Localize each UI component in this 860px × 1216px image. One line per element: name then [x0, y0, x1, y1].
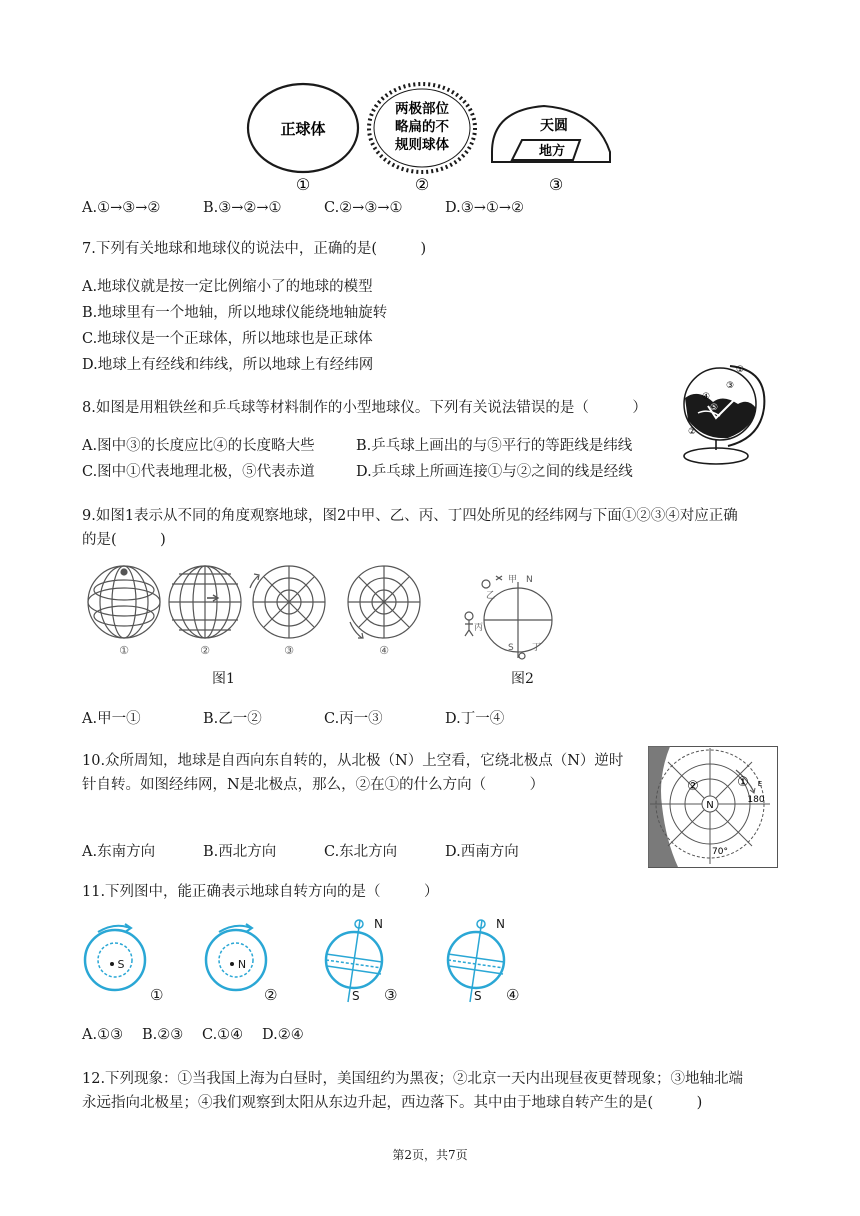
globe-3-number: ③ — [284, 644, 294, 657]
fig1-pole-label: S — [117, 958, 125, 971]
q9-fig2-caption: 图2 — [511, 671, 534, 687]
rotation-figure-1 — [85, 924, 145, 990]
label-ding: 丁 — [532, 643, 542, 653]
shape3-number: ③ — [548, 175, 564, 194]
q11-stem: 11.下列图中，能正确表示地球自转方向的是（ ） — [82, 884, 439, 900]
q6-figures — [240, 80, 630, 195]
marker-4: ④ — [702, 392, 711, 402]
shape1-number: ① — [295, 175, 311, 194]
marker-1: ① — [736, 365, 745, 375]
globe-3 — [250, 566, 325, 638]
label-yi: 乙 — [486, 591, 496, 601]
globe-2-number: ② — [200, 644, 210, 657]
pole-label: N — [706, 800, 714, 811]
fig3-south-label: S — [352, 989, 360, 1003]
q7-stem: 7.下列有关地球和地球仪的说法中，正确的是( ) — [82, 241, 427, 257]
q8-stem: 8.如图是用粗铁丝和乒乓球等材料制作的小型地球仪。下列有关说法错误的是（ ） — [82, 400, 647, 416]
q10-stem-line1: 10.众所周知，地球是自西向东自转的，从北极（N）上空看，它绕北极点（N）逆时 — [82, 753, 624, 769]
point-2-label: ② — [687, 779, 699, 794]
globe-4 — [348, 566, 420, 638]
shape2-line2: 略扁的不 — [395, 119, 449, 135]
point-1-label: ① — [737, 775, 749, 790]
fig2-pole-label: N — [237, 958, 247, 971]
label-bing: 丙 — [474, 623, 484, 633]
q10-polar-map — [648, 746, 778, 868]
q8-globe-figure — [668, 358, 778, 470]
q7-option-a[interactable]: A.地球仪就是按一定比例缩小了的地球的模型 — [82, 279, 373, 295]
label-jia: 甲 — [508, 575, 518, 585]
label-s: S — [508, 643, 514, 653]
globe-1 — [88, 566, 160, 638]
q6-option-a[interactable]: A.①→③→② — [82, 200, 161, 216]
label-n: N — [526, 575, 533, 585]
q8-option-d[interactable]: D.乒乓球上所画连接①与②之间的线是经线 — [356, 464, 633, 480]
q7-option-d[interactable]: D.地球上有经线和纬线，所以地球上有经纬网 — [82, 357, 374, 373]
q7-option-c[interactable]: C.地球仪是一个正球体，所以地球也是正球体 — [82, 331, 373, 347]
q9-figure-2 — [456, 570, 566, 662]
shape3-top-label: 天圆 — [540, 118, 568, 134]
q12-stem-line1: 12.下列现象：①当我国上海为白昼时，美国纽约为黑夜；②北京一天内出现昼夜更替现象；③地轴北端 — [82, 1071, 744, 1087]
east-label: E — [757, 780, 763, 788]
fig4-number: ④ — [506, 986, 520, 1004]
stand-base — [684, 448, 748, 464]
q8-option-c[interactable]: C.图中①代表地理北极，⑤代表赤道 — [82, 464, 315, 480]
fig4-north-label: N — [496, 917, 505, 931]
fig2-number: ② — [264, 986, 278, 1004]
globe-1-number: ① — [119, 644, 129, 657]
shape2-number: ② — [414, 175, 430, 194]
q9-stem-line1: 9.如图1表示从不同的角度观察地球，图2中甲、乙、丙、丁四处所见的经纬网与下面①②③④对应正确 — [82, 508, 738, 524]
q10-option-c[interactable]: C.东北方向 — [324, 844, 398, 860]
q11-figures — [78, 914, 538, 1006]
q9-fig1-caption: 图1 — [212, 671, 235, 687]
fig4-south-label: S — [474, 989, 482, 1003]
q7-option-b[interactable]: B.地球里有一个地轴，所以地球仪能绕地轴旋转 — [82, 305, 388, 321]
q6-option-d[interactable]: D.③→①→② — [445, 200, 525, 216]
q9-stem-line2: 的是( ) — [82, 532, 166, 548]
q6-option-c[interactable]: C.②→③→① — [324, 200, 403, 216]
fig1-number: ① — [150, 986, 164, 1004]
q9-option-b[interactable]: B.乙一② — [203, 711, 262, 727]
q11-option-c[interactable]: C.①④ — [202, 1027, 244, 1043]
q9-option-a[interactable]: A.甲一① — [82, 711, 141, 727]
q11-option-a[interactable]: A.①③ — [82, 1027, 124, 1043]
latitude-label: 70° — [712, 847, 728, 857]
marker-2: ② — [688, 427, 697, 437]
marker-5: ⑤ — [710, 403, 719, 413]
q10-option-a[interactable]: A.东南方向 — [82, 844, 156, 860]
q10-option-b[interactable]: B.西北方向 — [203, 844, 277, 860]
q10-stem-line2: 针自转。如图经纬网，N是北极点，那么，②在①的什么方向（ ） — [82, 777, 545, 793]
q10-option-d[interactable]: D.西南方向 — [445, 844, 519, 860]
shape3-bottom-label: 地方 — [538, 144, 566, 159]
q11-option-d[interactable]: D.②④ — [262, 1027, 304, 1043]
q9-option-d[interactable]: D.丁一④ — [445, 711, 505, 727]
globe-2 — [169, 566, 241, 638]
globe-4-number: ④ — [379, 644, 389, 657]
shape1-label: 正球体 — [280, 120, 326, 138]
marker-3: ③ — [726, 381, 735, 391]
fig3-north-label: N — [374, 917, 383, 931]
rotation-figure-2 — [206, 924, 266, 990]
shape2-line1: 两极部位 — [395, 101, 449, 117]
q8-option-a[interactable]: A.图中③的长度应比④的长度略大些 — [82, 438, 315, 454]
q6-option-b[interactable]: B.③→②→① — [203, 200, 282, 216]
q9-option-c[interactable]: C.丙一③ — [324, 711, 383, 727]
q11-option-b[interactable]: B.②③ — [142, 1027, 184, 1043]
q9-figure-1 — [82, 560, 432, 660]
longitude-label: 180 — [747, 795, 765, 805]
fig3-number: ③ — [384, 986, 398, 1004]
q8-option-b[interactable]: B.乒乓球上画出的与⑤平行的等距线是纬线 — [356, 438, 633, 454]
page-footer: 第2页，共7页 — [392, 1148, 468, 1162]
q12-stem-line2: 永远指向北极星；④我们观察到太阳从东边升起，西边落下。其中由于地球自转产生的是( ) — [82, 1095, 703, 1111]
shape2-line3: 规则球体 — [395, 137, 449, 153]
